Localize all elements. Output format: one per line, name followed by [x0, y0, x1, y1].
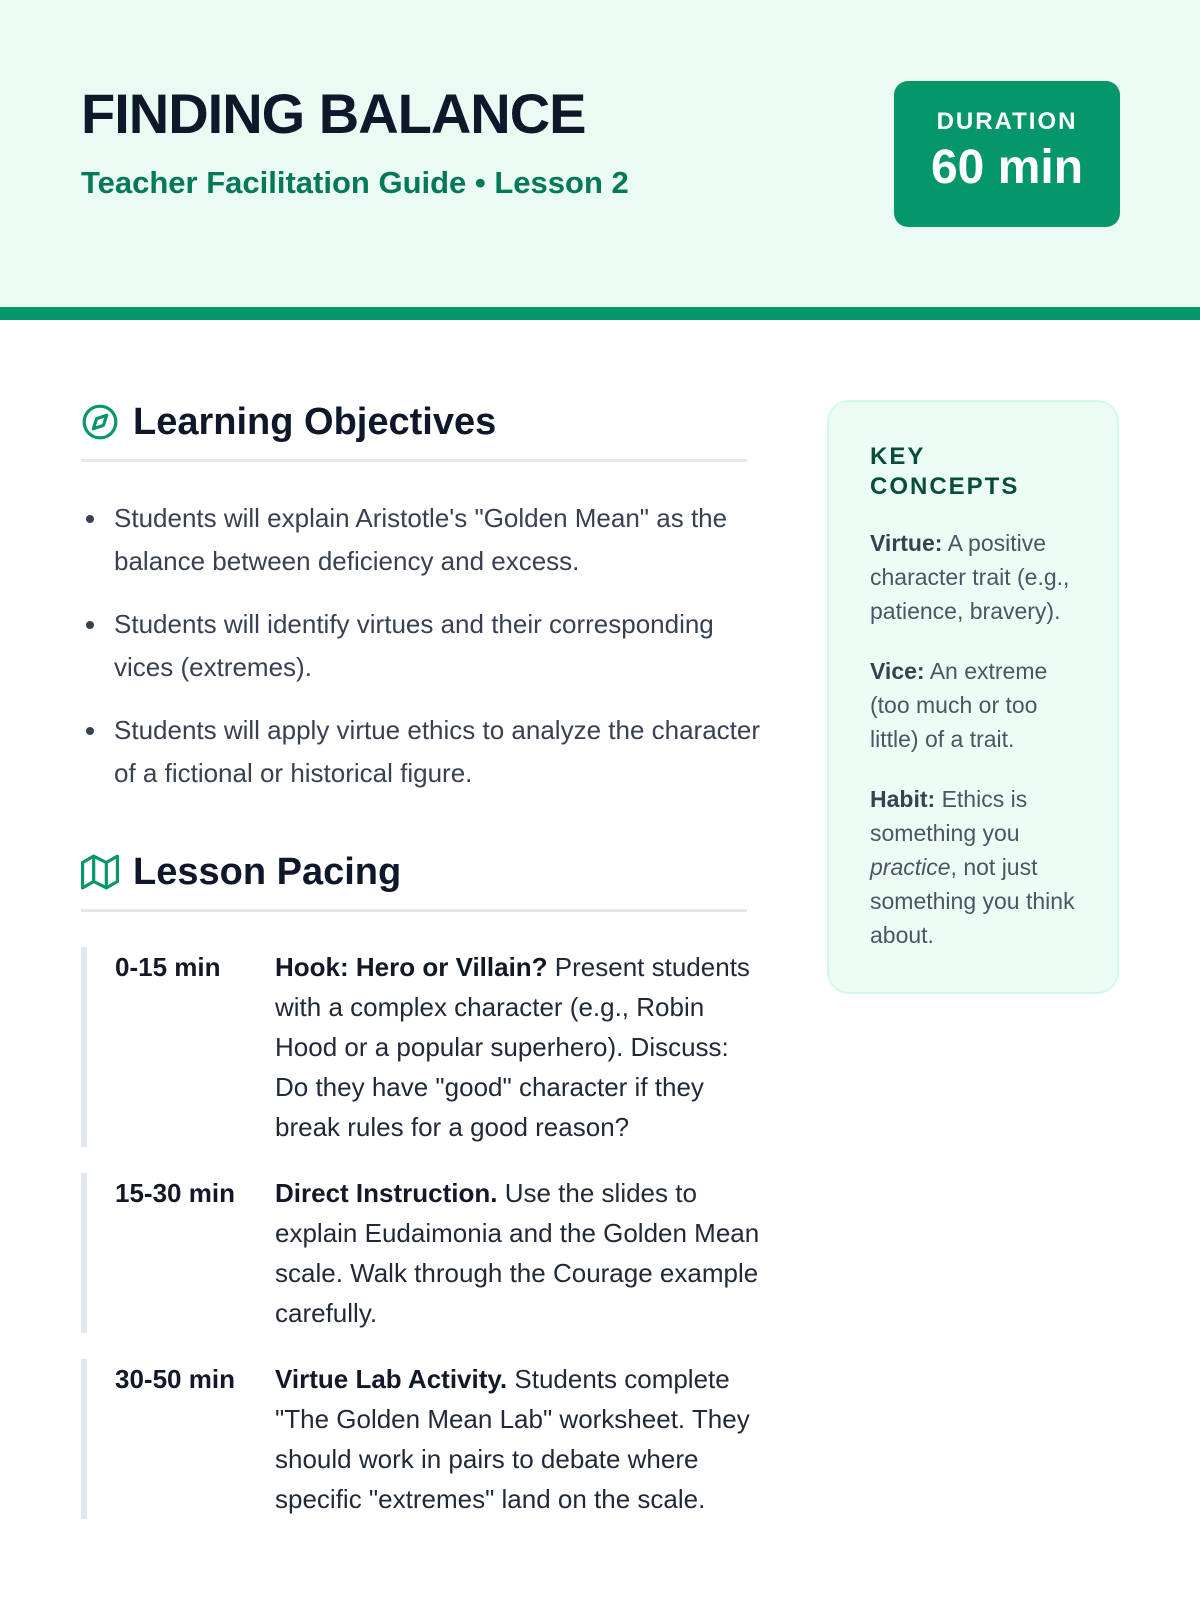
page-title: FINDING BALANCE [81, 82, 586, 145]
pacing-title: Lesson Pacing [133, 851, 402, 893]
list-item: Students will apply virtue ethics to analyze the character of a fictional or historical figure. [81, 709, 761, 795]
key-concepts-title: KEY CONCEPTS [870, 443, 1020, 500]
objectives-title: Learning Objectives [133, 401, 497, 443]
compass-icon [81, 403, 119, 441]
objectives-list [81, 497, 761, 815]
pacing-activity-text: Use the slides to explain Eudaimonia and the Golden Mean scale. Walk through the Courage example carefully. [275, 1178, 760, 1328]
lesson-header [0, 0, 1200, 320]
concept-definition: An extreme (too much or too little) of a trait. [870, 658, 1048, 752]
list-item: Students will explain Aristotle's "Golden Mean" as the balance between deficiency and excess. [81, 497, 761, 583]
pacing-activity-title: Direct Instruction. [275, 1178, 498, 1208]
pacing-list [81, 947, 761, 1545]
pacing-row [81, 1173, 761, 1333]
objectives-heading [81, 395, 747, 462]
duration-value: 60 min [930, 141, 1084, 194]
pacing-activity-text: Present students with a complex character (e.g., Robin Hood or a popular superhero). Discuss: Do they have "good" character if they break rules for a good reason? [275, 952, 750, 1142]
pacing-row [81, 1359, 761, 1519]
concept-term: Habit: [870, 786, 936, 812]
duration-badge [894, 81, 1120, 227]
list-item: Students will identify virtues and their corresponding vices (extremes). [81, 603, 761, 689]
concept-habit [870, 782, 1077, 952]
concept-definition: Ethics is something you [870, 786, 1028, 846]
concept-vice [870, 654, 1077, 756]
concept-term: Virtue: [870, 530, 943, 556]
pacing-row [81, 947, 761, 1147]
concept-virtue [870, 526, 1077, 628]
map-icon [81, 853, 119, 891]
duration-label: DURATION [936, 108, 1078, 135]
concept-emphasis: practice [870, 854, 951, 880]
pacing-time: 30-50 min [115, 1364, 235, 1394]
concept-definition: , not just something you think about. [870, 854, 1075, 948]
pacing-time: 0-15 min [115, 952, 221, 982]
pacing-activity-title: Virtue Lab Activity. [275, 1364, 508, 1394]
pacing-heading [81, 845, 747, 912]
pacing-description [275, 1359, 761, 1519]
pacing-description [275, 947, 761, 1147]
concept-term: Vice: [870, 658, 925, 684]
page-subtitle: Teacher Facilitation Guide • Lesson 2 [81, 165, 629, 200]
pacing-time: 15-30 min [115, 1178, 235, 1208]
key-concepts-card [827, 400, 1119, 994]
pacing-description [275, 1173, 761, 1333]
pacing-activity-text: Students complete "The Golden Mean Lab" worksheet. They should work in pairs to debate where specific "extremes" land on the scale. [275, 1364, 750, 1514]
pacing-activity-title: Hook: Hero or Villain? [275, 952, 548, 982]
concept-definition: A positive character trait (e.g., patience, bravery). [870, 530, 1070, 624]
